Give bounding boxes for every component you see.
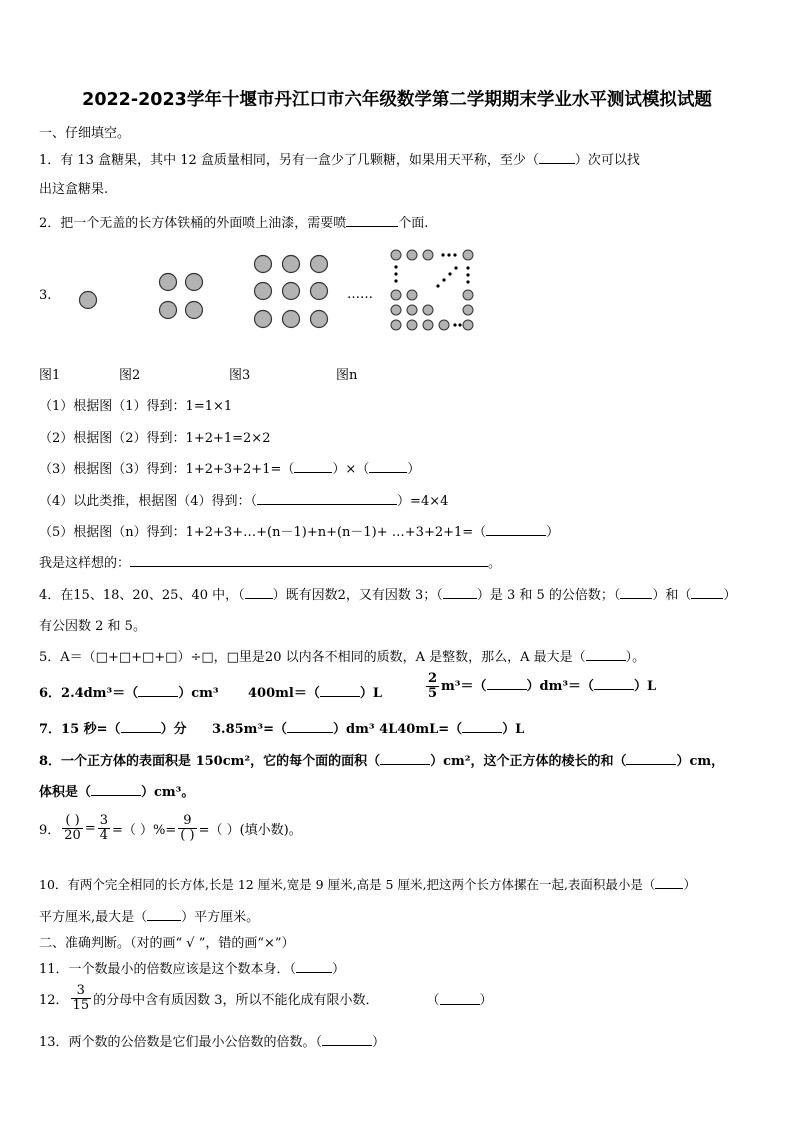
question-5: 5．A＝（□+□+□+□）÷□，□里是20 以内各不相同的质数，A 是整数，那么，A 最大是（ ）。 bbox=[39, 650, 646, 665]
fig2-dot bbox=[160, 302, 177, 319]
fign-dot bbox=[463, 290, 473, 300]
fign-dot bbox=[391, 250, 401, 260]
fign-dot bbox=[391, 305, 401, 315]
section-1-heading: 一、仔细填空。 bbox=[39, 126, 131, 141]
fig3-dot bbox=[283, 256, 300, 273]
question-3-3: （3）根据图（3）得到：1+2+3+2+1=（ ）×（ ） bbox=[39, 462, 421, 477]
question-10: 10．有两个完全相同的长方体,长是 12 厘米,宽是 9 厘米,高是 5 厘米,把这两个长方体摞在一起,表面积最小是（ ） bbox=[39, 877, 696, 892]
question-9: 9． $\frac{( )}{20}$ = $\frac{3}{4}$ =（ ）%= $\frac{9}{( )}$ =（ ）(填小数)。 bbox=[39, 813, 302, 843]
fig3-dot bbox=[311, 311, 328, 328]
fign-dot bbox=[463, 320, 473, 330]
ellipsis: …… bbox=[347, 287, 373, 302]
figure-label-3: 图3 bbox=[229, 368, 251, 383]
figure-label-1: 图1 bbox=[39, 368, 61, 383]
question-6: 6．2.4dm³＝（ ）cm³ bbox=[39, 686, 219, 701]
figure-label-n: 图n bbox=[336, 368, 358, 383]
fign-dot bbox=[423, 250, 433, 260]
question-4-cont: 有公因数 2 和 5。 bbox=[39, 619, 146, 634]
fig3-dot bbox=[255, 256, 272, 273]
question-1-cont: 出这盒糖果. bbox=[39, 182, 109, 197]
figure-label-2: 图2 bbox=[119, 368, 141, 383]
question-12: 12． $\frac{3}{15}$ 的分母中含有质因数 3，所以不能化成有限小数． （ ） bbox=[39, 983, 493, 1013]
fig1-dot bbox=[80, 292, 97, 309]
question-7-cont: 3.85m³=（ ）dm³ 4L40mL=（ ）L bbox=[212, 722, 525, 737]
fig2-dot bbox=[160, 274, 177, 291]
fig3-dot bbox=[311, 256, 328, 273]
fig3-dot bbox=[255, 283, 272, 300]
fign-dot bbox=[423, 305, 433, 315]
question-8-cont: 体积是（ ）cm³。 bbox=[39, 785, 195, 800]
fign-dot bbox=[463, 250, 473, 260]
fign-dot bbox=[463, 305, 473, 315]
fign-dot bbox=[391, 320, 401, 330]
fig2-dot bbox=[186, 274, 203, 291]
question-7: 7．15 秒=（ ）分 bbox=[39, 722, 187, 737]
fign-dot bbox=[407, 290, 417, 300]
question-1: 1．有 13 盒糖果，其中 12 盒质量相同，另有一盒少了几颗糖，如果用天平称，至少（ ）次可以找 bbox=[39, 153, 640, 168]
question-2: 2．把一个无盖的长方体铁桶的外面喷上油漆，需要喷 个面. bbox=[39, 216, 429, 231]
fign-dot bbox=[423, 320, 433, 330]
question-3-5: （5）根据图（n）得到：1+2+3+…+(n－1)+n+(n－1)+ …+3+2+1=（ ） bbox=[39, 525, 560, 540]
question-4: 4．在15、18、20、25、40 中，（ ）既有因数2，又有因数 3；（ ）是 3 和 5 的公倍数；（ ）和（ ） bbox=[39, 588, 737, 603]
fign-dot bbox=[439, 320, 449, 330]
fign-dot bbox=[407, 320, 417, 330]
fig2-dot bbox=[186, 302, 203, 319]
fig3-dot bbox=[311, 283, 328, 300]
question-6-volume: 400ml＝（ ）L bbox=[248, 686, 382, 701]
question-6-fraction: $\frac{2}{5}$ m³＝（ ）dm³＝（ ）L bbox=[428, 671, 657, 701]
question-10-cont: 平方厘米,最大是（ ）平方厘米。 bbox=[39, 910, 260, 925]
section-2-heading: 二、准确判断。（对的画“ √ ”，错的画“×”） bbox=[39, 936, 295, 951]
question-8: 8．一个正方体的表面积是 150cm²，它的每个面的面积（ ）cm²，这个正方体的棱长的和（ ）cm， bbox=[39, 754, 725, 769]
page-title: 2022-2023学年十堰市丹江口市六年级数学第二学期期末学业水平测试模拟试题 bbox=[82, 90, 712, 110]
question-3-number: 3. bbox=[39, 288, 52, 303]
fig3-dot bbox=[283, 311, 300, 328]
question-3-1: （1）根据图（1）得到：1=1×1 bbox=[39, 399, 233, 414]
question-3-2: （2）根据图（2）得到：1+2+1=2×2 bbox=[39, 431, 271, 446]
question-3-reasoning: 我是这样想的： 。 bbox=[39, 556, 502, 571]
fign-dot bbox=[407, 250, 417, 260]
dot-pattern-figures bbox=[0, 240, 794, 340]
question-3-4: （4）以此类推，根据图（4）得到：（ ）=4×4 bbox=[39, 494, 449, 509]
fign-dot bbox=[407, 305, 417, 315]
question-13: 13．两个数的公倍数是它们最小公倍数的倍数。（ ） bbox=[39, 1035, 386, 1050]
fig3-dot bbox=[283, 283, 300, 300]
fign-dot bbox=[391, 290, 401, 300]
question-11: 11．一个数最小的倍数应该是这个数本身．（ ） bbox=[39, 962, 346, 977]
fig3-dot bbox=[255, 311, 272, 328]
